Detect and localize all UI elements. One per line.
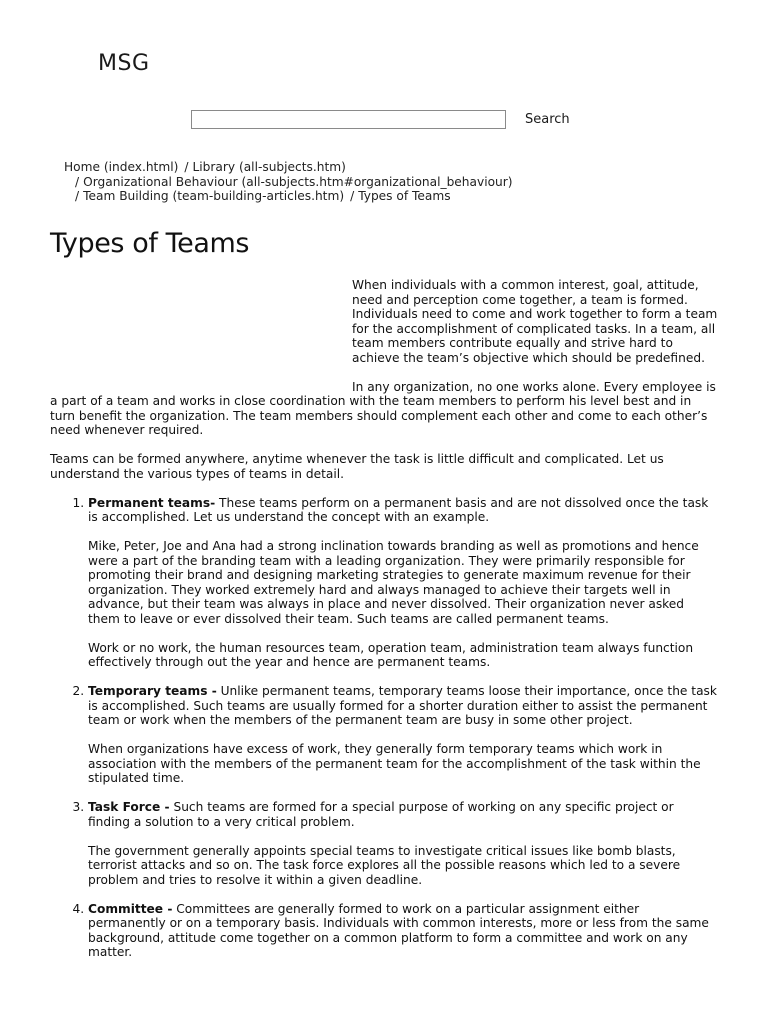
team-type-name: Permanent teams-: [88, 495, 216, 510]
breadcrumb: [64, 160, 744, 204]
breadcrumb-line: [64, 189, 744, 204]
intro-paragraph: Teams can be formed anywhere, anytime whenever the task is little difficult and complicated. Let us understand the various types of teams in detail.: [50, 452, 664, 481]
breadcrumb-current: Types of Teams: [358, 189, 451, 203]
team-type-description: These teams perform on a permanent basis and are not dissolved once the task is accomplished. Let us understand the concept with an example.: [88, 495, 709, 524]
list-item-lead: [88, 800, 718, 829]
team-type-description: Such teams are formed for a special purpose of working on any specific project or finding a solution to a very critical problem.: [88, 800, 674, 829]
list-item-paragraph: Mike, Peter, Joe and Ana had a strong inclination towards branding as well as promotions and hence were a part of the branding team with a leading organization. They were primarily responsible for promoting their brand and designing marketing strategies to generate maximum revenue for their organization. They worked extremely hard and always managed to achieve their targets well in advance, but their team was always in place and never dissolved. Their organization never asked them to leave or ever dissolved their team. Such teams are called permanent teams.: [88, 539, 699, 626]
team-type-name: Task Force -: [88, 800, 170, 814]
list-item: [88, 800, 718, 887]
breadcrumb-line: [64, 160, 744, 175]
team-type-name: Committee -: [88, 901, 173, 916]
page-title: Types of Teams: [50, 228, 250, 259]
breadcrumb-separator: /: [75, 189, 80, 203]
search-input[interactable]: [191, 110, 506, 129]
list-item-paragraph: When organizations have excess of work, they generally form temporary teams which work in association with the members of the permanent team for the accomplishment of the task within the stipulated time.: [88, 742, 701, 785]
list-item: [88, 902, 718, 960]
team-type-description: Committees are generally formed to work on a particular assignment either permanently or on a temporary basis. Individuals with common interests, more or less from the same background, attitude come together on a common platform to form a committee and work on any matter.: [88, 901, 709, 959]
breadcrumb-home-link[interactable]: Home (index.html): [64, 160, 179, 174]
list-item-lead: [88, 684, 718, 728]
list-item-lead: [88, 496, 718, 525]
list-item: [88, 684, 718, 786]
breadcrumb-library-link[interactable]: Library (all-subjects.htm): [192, 160, 346, 174]
search-button[interactable]: Search: [525, 112, 570, 127]
list-item-lead: [88, 902, 718, 960]
breadcrumb-separator: /: [75, 174, 80, 189]
list-item: [88, 496, 718, 670]
intro-paragraph: When individuals with a common interest, goal, attitude, need and perception come together, a team is formed. Individuals need to come and work together to form a team for the accomplishment of complicated tasks. In a team, all team members contribute equally and strive hard to achieve the team’s objective which should be predefined.: [352, 278, 718, 365]
breadcrumb-team-building-link[interactable]: Team Building (team-building-articles.htm): [83, 189, 345, 203]
team-types-list: [50, 496, 718, 960]
team-type-description: Unlike permanent teams, temporary teams loose their importance, once the task is accomplished. Such teams are usually formed for a shorter duration either to assist the permanent team or work when the members of the permanent team are busy in some other project.: [88, 684, 717, 727]
team-type-name: Temporary teams -: [88, 684, 217, 698]
breadcrumb-separator: /: [350, 189, 355, 203]
list-item-paragraph: Work or no work, the human resources team, operation team, administration team always function effectively through out the year and hence are permanent teams.: [88, 640, 694, 669]
ad-placeholder: [50, 278, 352, 380]
article-body: [50, 278, 718, 974]
breadcrumb-line: [64, 175, 744, 190]
breadcrumb-separator: /: [184, 160, 189, 174]
intro-paragraph: In any organization, no one works alone. Every employee is a part of a team and works in close coordination with the team members to perform his level best and in turn benefit the organization. The team members should complement each other and come to each other’s need whenever required.: [50, 379, 716, 437]
site-title[interactable]: MSG: [98, 51, 150, 76]
list-item-paragraph: The government generally appoints special teams to investigate critical issues like bomb blasts, terrorist attacks and so on. The task force explores all the possible reasons which led to a severe problem and tries to resolve it within a given deadline.: [88, 843, 681, 887]
breadcrumb-organizational-behaviour-link[interactable]: Organizational Behaviour (all-subjects.htm#organizational_behaviour): [83, 174, 513, 189]
